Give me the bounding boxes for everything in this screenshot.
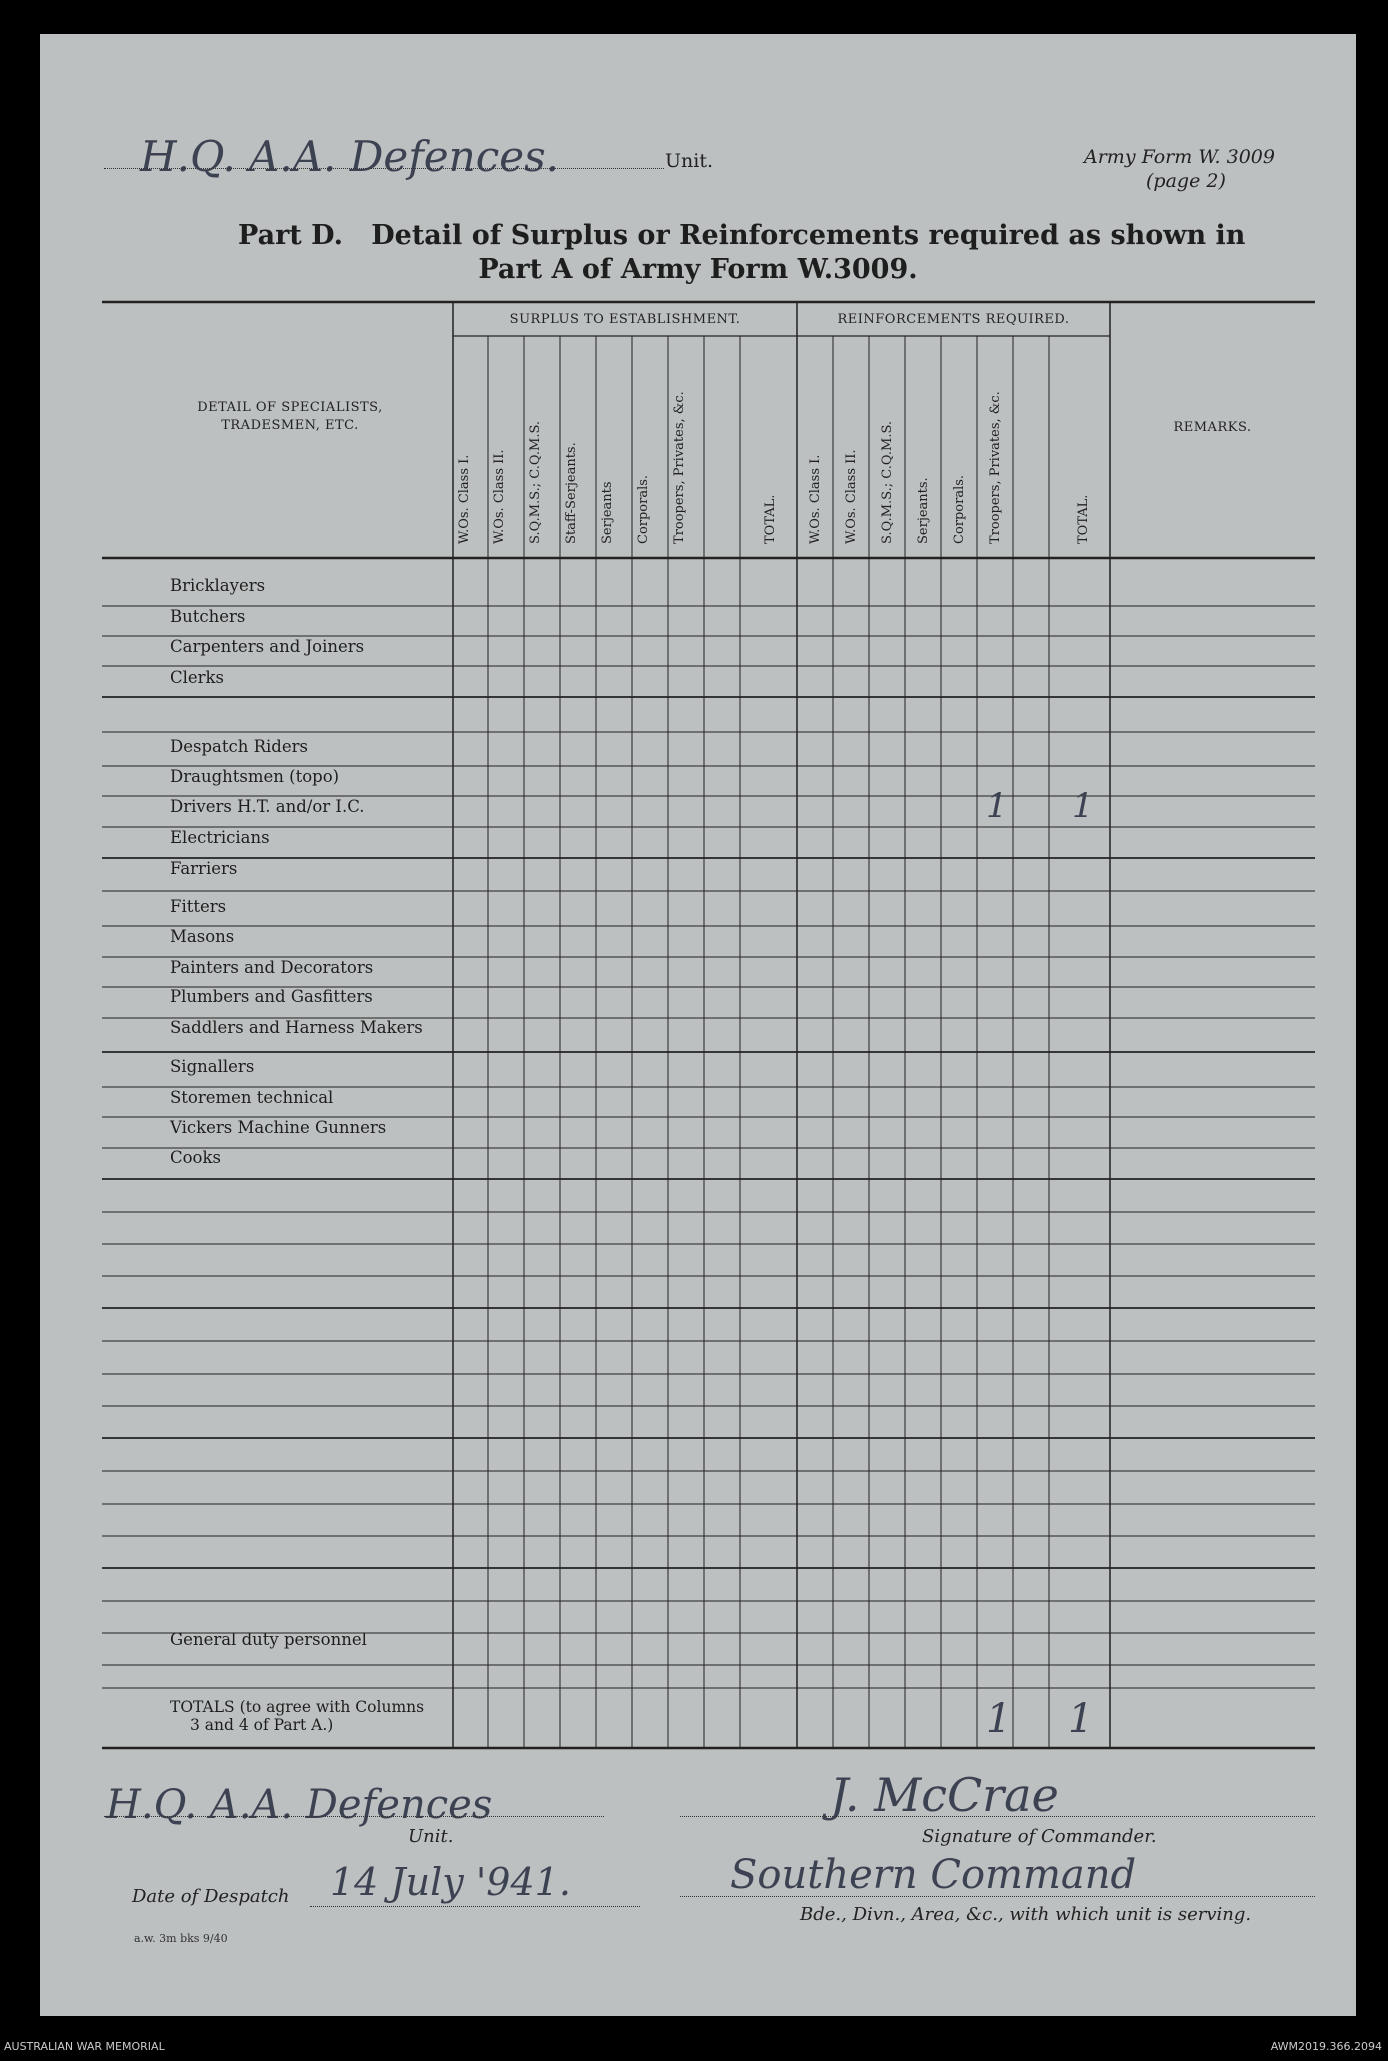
row-label-bricklayers: Bricklayers [170, 576, 266, 595]
reinf-col-wos-class-1: W.Os. Class I. [808, 454, 823, 544]
row-label-butchers: Butchers [170, 607, 246, 626]
row-label-storemen: Storemen technical [170, 1088, 334, 1107]
unit-handwritten: H.Q. A.A. Defences. [140, 132, 559, 181]
command-underline [680, 1896, 1315, 1897]
surplus-col-sqms: S.Q.M.S.; C.Q.M.S. [528, 420, 543, 544]
detail-header-line-1: DETAIL OF SPECIALISTS, [197, 400, 383, 415]
form-id: Army Form W. 3009 [1084, 146, 1275, 168]
surplus-col-serjeants: Serjeants [600, 481, 615, 544]
reinforcements-header: REINFORCEMENTS REQUIRED. [837, 312, 1070, 327]
credit-left: AUSTRALIAN WAR MEMORIAL [4, 2040, 165, 2053]
date-label: Date of Despatch [132, 1886, 290, 1907]
row-label-carpenters: Carpenters and Joiners [170, 637, 365, 656]
row-label-despatch-riders: Despatch Riders [170, 737, 308, 756]
surplus-col-total: TOTAL. [763, 494, 778, 544]
date-handwritten: 14 July '941. [330, 1860, 571, 1904]
reinf-col-troopers: Troopers, Privates, &c. [988, 391, 1003, 544]
footer-unit-label: Unit. [408, 1826, 454, 1847]
drivers-total-entry: 1 [1072, 786, 1094, 826]
title-line-2: Part A of Army Form W.3009. [478, 254, 918, 285]
date-underline [310, 1906, 640, 1907]
signature-handwritten: J. McCrae [830, 1768, 1059, 1822]
totals-label-line-1: TOTALS (to agree with Columns [170, 1698, 425, 1716]
totals-label-line-2: 3 and 4 of Part A.) [190, 1716, 334, 1734]
surplus-col-staff-serjeants: Staff-Serjeants. [564, 442, 579, 544]
form-page [40, 34, 1356, 2016]
row-label-saddlers: Saddlers and Harness Makers [170, 1018, 423, 1037]
credit-right: AWM2019.366.2094 [1270, 2040, 1382, 2053]
surplus-col-corporals: Corporals. [636, 474, 651, 544]
row-label-fitters: Fitters [170, 897, 227, 916]
row-label-vickers: Vickers Machine Gunners [170, 1118, 387, 1137]
footer-unit-underline [104, 1816, 604, 1817]
row-label-clerks: Clerks [170, 668, 225, 687]
command-label: Bde., Divn., Area, &c., with which unit is serving. [800, 1904, 1252, 1925]
row-label-plumbers: Plumbers and Gasfitters [170, 987, 373, 1006]
row-label-masons: Masons [170, 927, 235, 946]
footer-unit-handwritten: H.Q. A.A. Defences [106, 1782, 493, 1828]
command-handwritten: Southern Command [730, 1852, 1137, 1898]
surplus-col-troopers: Troopers, Privates, &c. [672, 391, 687, 544]
surplus-col-wos-class-1: W.Os. Class I. [457, 454, 472, 544]
reinf-col-sqms: S.Q.M.S.; C.Q.M.S. [880, 420, 895, 544]
surplus-header: SURPLUS TO ESTABLISHMENT. [509, 312, 741, 327]
row-label-farriers: Farriers [170, 859, 238, 878]
signature-underline [680, 1816, 1315, 1817]
reinf-col-serjeants: Serjeants. [916, 477, 931, 544]
unit-label: Unit. [665, 150, 714, 172]
print-code: a.w. 3m bks 9/40 [134, 1932, 228, 1945]
row-label-draughtsmen: Draughtsmen (topo) [170, 767, 340, 786]
reinf-col-wos-class-2: W.Os. Class II. [844, 449, 859, 544]
reinf-col-corporals: Corporals. [952, 474, 967, 544]
row-label-painters: Painters and Decorators [170, 958, 374, 977]
drivers-troopers-entry: 1 [986, 786, 1008, 826]
row-label-drivers: Drivers H.T. and/or I.C. [170, 797, 365, 816]
row-label-general-duty: General duty personnel [170, 1630, 367, 1649]
totals-troopers-entry: 1 [986, 1696, 1012, 1742]
row-label-cooks: Cooks [170, 1148, 221, 1167]
row-label-signallers: Signallers [170, 1057, 255, 1076]
remarks-header: REMARKS. [1173, 420, 1252, 435]
surplus-col-wos-class-2: W.Os. Class II. [492, 449, 507, 544]
detail-header-line-2: TRADESMEN, ETC. [221, 418, 359, 433]
signature-label: Signature of Commander. [922, 1826, 1157, 1847]
row-label-electricians: Electricians [170, 828, 270, 847]
reinf-col-total: TOTAL. [1076, 494, 1091, 544]
totals-total-entry: 1 [1068, 1696, 1094, 1742]
title-line-1: Part D. Detail of Surplus or Reinforcements required as shown in [238, 220, 1246, 251]
page-number: (page 2) [1146, 170, 1226, 192]
